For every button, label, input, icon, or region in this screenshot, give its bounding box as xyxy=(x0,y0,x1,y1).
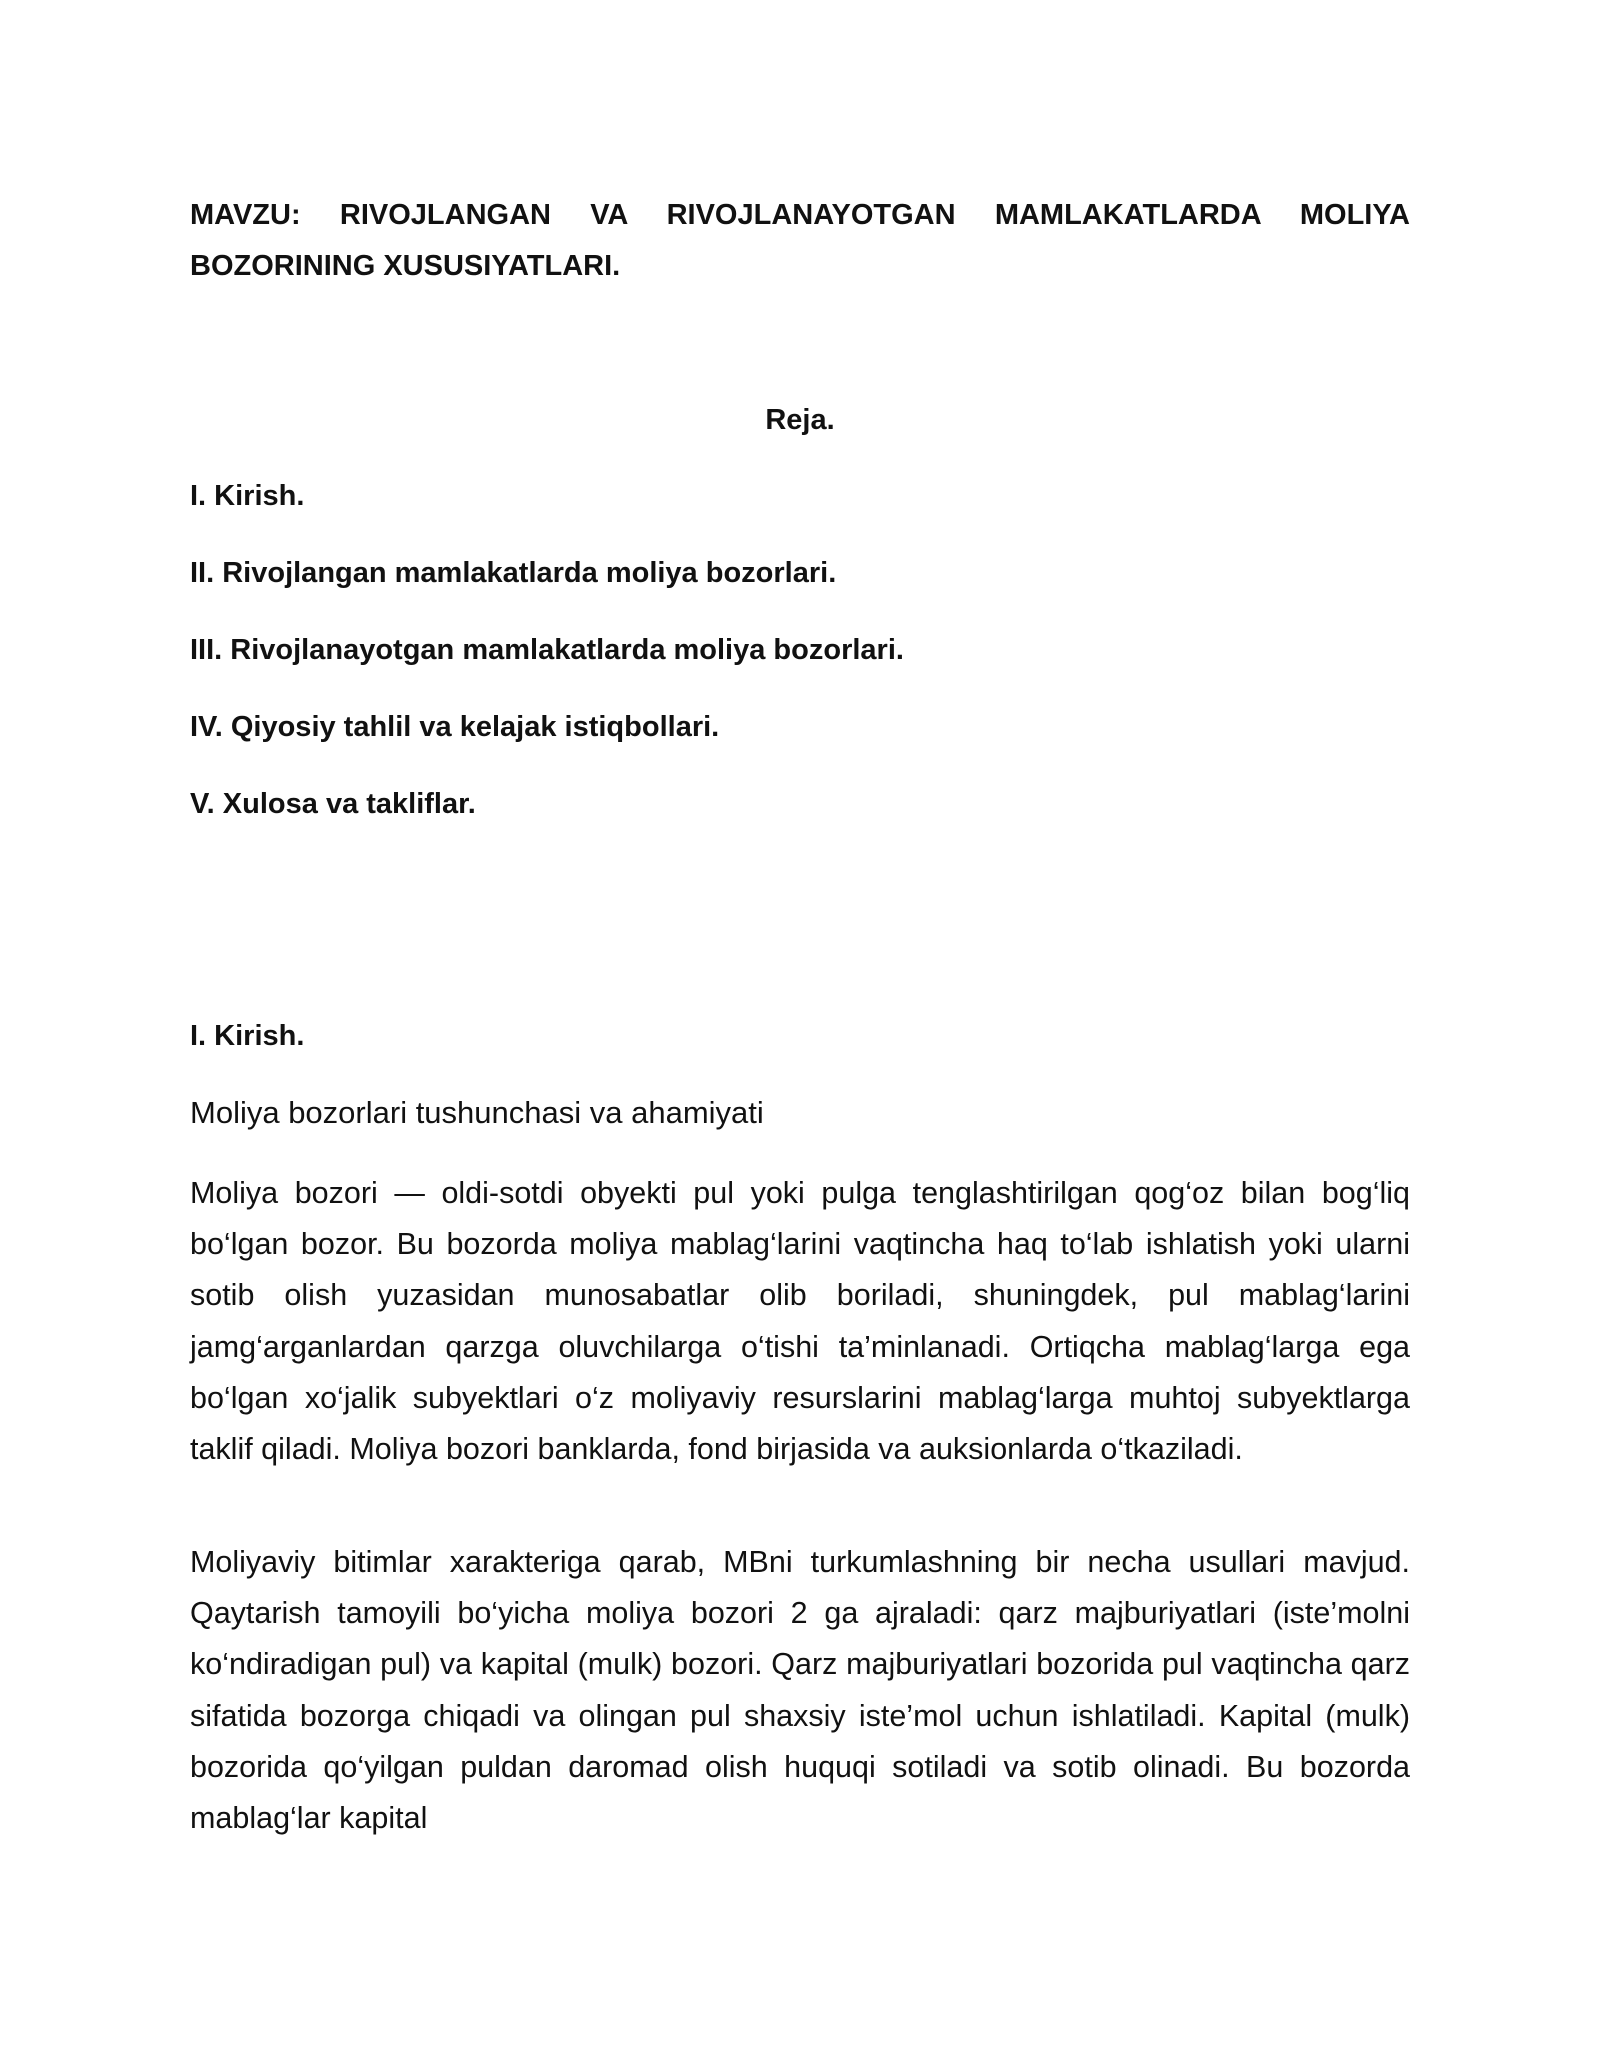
plan-item: III. Rivojlanayotgan mamlakatlarda moliya bozorlari. xyxy=(190,634,904,666)
plan-item: IV. Qiyosiy tahlil va kelajak istiqbollari. xyxy=(190,711,720,743)
plan-item: II. Rivojlangan mamlakatlarda moliya bozorlari. xyxy=(190,557,837,589)
body-paragraph: Moliya bozori — oldi-sotdi obyekti pul yoki pulga tenglashtirilgan qog‘oz bilan bog‘liq bo‘lgan bozor. Bu bozorda moliya mablag‘larini vaqtincha haq to‘lab ishlatish yoki ularni sotib olish yuzasidan munosabatlar olib boriladi, shuningdek, pul mablag‘larini jamg‘arganlardan qarzga oluvchilarga o‘tishi ta’minlanadi. Ortiqcha mablag‘larga ega bo‘lgan xo‘jalik subyektlari o‘z moliyaviy resurslarini mablag‘larga muhtoj subyektlarga taklif qiladi. Moliya bozori banklarda, fond birjasida va auksionlarda o‘tkaziladi. xyxy=(190,1176,1410,1467)
document-title: MAVZU: RIVOJLANGAN VA RIVOJLANAYOTGAN MAMLAKATLARDA MOLIYA BOZORINING XUSUSIYATLARI. xyxy=(190,199,1410,282)
plan-item: V. Xulosa va takliflar. xyxy=(190,788,476,820)
section-heading: I. Kirish. xyxy=(190,1020,305,1052)
plan-item: I. Kirish. xyxy=(190,480,305,512)
body-paragraph: Moliyaviy bitimlar xarakteriga qarab, MBni turkumlashning bir necha usullari mavjud. Qaytarish tamoyili bo‘yicha moliya bozori 2 ga ajraladi: qarz majburiyatlari (iste’molni ko‘ndiradigan pul) va kapital (mulk) bozori. Qarz majburiyatlari bozorida pul vaqtincha qarz sifatida bozorga chiqadi va olingan pul shaxsiy iste’mol uchun ishlatiladi. Kapital (mulk) bozorida qo‘yilgan puldan daromad olish huquqi sotiladi va sotib olinadi. Bu bozorda mablag‘lar kapital xyxy=(190,1545,1410,1836)
section-subtitle: Moliya bozorlari tushunchasi va ahamiyati xyxy=(190,1095,764,1130)
plan-heading: Reja. xyxy=(765,404,835,436)
page-content xyxy=(190,190,1410,1836)
plan-list xyxy=(190,476,1410,861)
